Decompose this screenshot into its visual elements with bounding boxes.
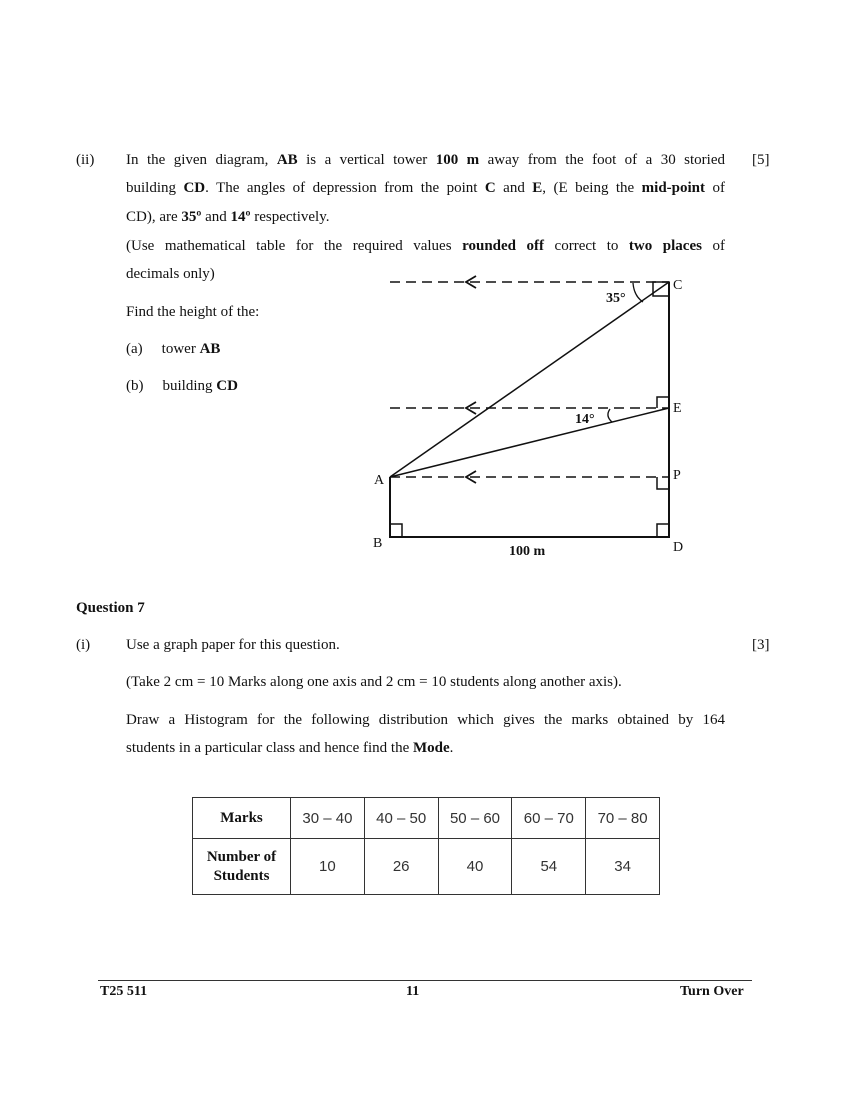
text: CD), are bbox=[126, 209, 182, 225]
part-bold: AB bbox=[199, 341, 221, 357]
label-e: E bbox=[673, 401, 682, 416]
table-cell: 54 bbox=[512, 839, 586, 895]
label-b: B bbox=[373, 536, 383, 551]
part-label: (b) bbox=[126, 378, 144, 394]
line-ae bbox=[390, 408, 669, 477]
row-header: Number of Students bbox=[193, 839, 291, 895]
table-cell: 10 bbox=[291, 839, 365, 895]
row-header: Marks bbox=[193, 798, 291, 839]
bold-text: rounded off bbox=[462, 238, 545, 254]
arrow-icons bbox=[466, 276, 476, 483]
question-number: (i) bbox=[76, 637, 91, 653]
distance-label: 100 m bbox=[509, 544, 546, 559]
text: . The angles of depression from the point bbox=[205, 180, 485, 196]
label-c: C bbox=[673, 278, 683, 293]
bold-text: 100 m bbox=[435, 152, 480, 168]
text: away from the foot of a 30 storied bbox=[479, 152, 725, 168]
text: correct to bbox=[544, 238, 629, 254]
question-number: (ii) bbox=[76, 152, 95, 168]
bold-text: 35º bbox=[181, 209, 202, 225]
part-text: tower bbox=[161, 341, 200, 357]
text: In the given diagram, bbox=[126, 152, 277, 168]
footer-divider bbox=[98, 980, 752, 981]
right-angle-marks bbox=[390, 282, 669, 537]
angle-arc-e bbox=[608, 409, 612, 422]
find-prompt: Find the height of the: bbox=[126, 304, 260, 320]
text: of bbox=[705, 180, 725, 196]
label-a: A bbox=[374, 473, 385, 488]
text: decimals only) bbox=[126, 266, 215, 282]
text: and bbox=[201, 209, 231, 225]
table-cell: 26 bbox=[364, 839, 438, 895]
label-d: D bbox=[673, 540, 684, 555]
table-row bbox=[193, 839, 660, 895]
text: is a vertical tower bbox=[297, 152, 436, 168]
label-p: P bbox=[673, 468, 681, 483]
scale-line: (Take 2 cm = 10 Marks along one axis and 2 cm = 10 students along another axis). bbox=[126, 674, 622, 690]
table-row bbox=[193, 798, 660, 839]
text: respectively. bbox=[250, 209, 330, 225]
table-cell: 70 – 80 bbox=[586, 798, 660, 839]
angle-arc-c bbox=[633, 283, 643, 302]
instruction-line: Use a graph paper for this question. bbox=[126, 637, 340, 653]
angle-label-c: 35° bbox=[606, 291, 626, 306]
bold-text: E bbox=[532, 180, 543, 196]
page-number: 11 bbox=[406, 984, 420, 999]
mode-bold: Mode bbox=[413, 740, 450, 756]
text: students in a particular class and hence find the bbox=[126, 740, 413, 756]
text: (Use mathematical table for the required values bbox=[126, 238, 463, 254]
marks-allotted: [5] bbox=[752, 152, 770, 168]
part-label: (a) bbox=[126, 341, 143, 357]
table-cell: 40 bbox=[438, 839, 512, 895]
bold-text: 14º bbox=[230, 209, 251, 225]
part-text: building bbox=[162, 378, 217, 394]
bold-text: CD bbox=[183, 180, 206, 196]
distribution-table bbox=[192, 797, 660, 895]
text: and bbox=[495, 180, 533, 196]
task-line: Draw a Histogram for the following distribution which gives the marks obtained by 164 bbox=[126, 712, 725, 728]
paper-code: T25 511 bbox=[100, 984, 148, 999]
part-bold: CD bbox=[216, 378, 238, 394]
tower-building-outline bbox=[390, 282, 669, 537]
table-cell: 34 bbox=[586, 839, 660, 895]
bold-text: C bbox=[484, 180, 496, 196]
table-cell: 40 – 50 bbox=[364, 798, 438, 839]
question-heading: Question 7 bbox=[76, 600, 145, 616]
text: , (E being the bbox=[542, 180, 642, 196]
bold-text: two places bbox=[628, 238, 702, 254]
turn-over: Turn Over bbox=[680, 984, 744, 999]
bold-text: AB bbox=[276, 152, 298, 168]
text: of bbox=[701, 238, 725, 254]
marks-allotted: [3] bbox=[752, 637, 770, 653]
task-line-2 bbox=[126, 740, 453, 757]
text: . bbox=[449, 740, 454, 756]
line-ac bbox=[390, 282, 669, 477]
table-cell: 60 – 70 bbox=[512, 798, 586, 839]
table-cell: 30 – 40 bbox=[291, 798, 365, 839]
table-cell: 50 – 60 bbox=[438, 798, 512, 839]
angle-label-e: 14° bbox=[575, 412, 595, 427]
text: building bbox=[126, 180, 184, 196]
bold-text: mid-point bbox=[641, 180, 706, 196]
